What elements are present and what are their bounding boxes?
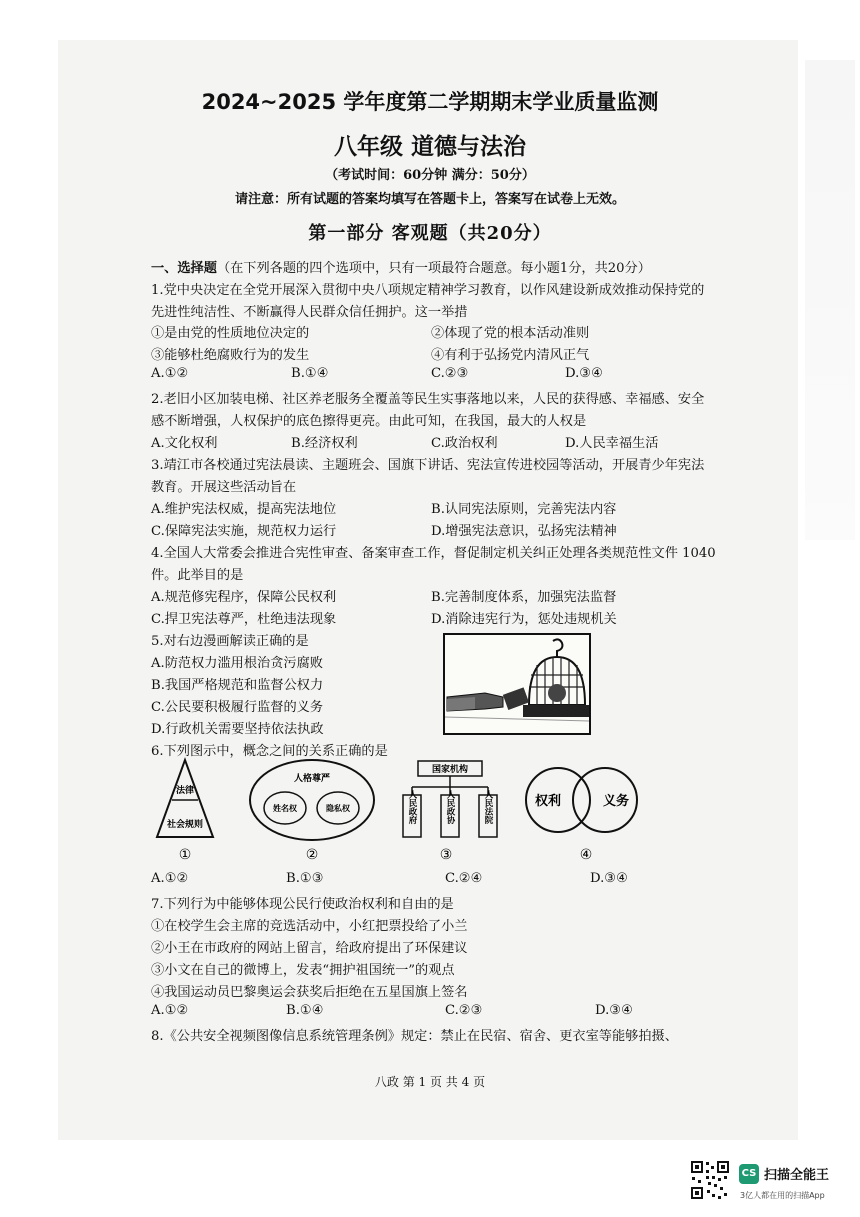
- diagram-3-top-label: 国家机构: [431, 765, 469, 775]
- q2-option-b: B.经济权利: [291, 436, 358, 451]
- q3-option-c: C.保障宪法实施，规范权力运行: [151, 524, 337, 539]
- diagram-3-box-3: 人民法院: [483, 790, 493, 824]
- q7-statement-3: ③小文在自己的微博上，发表“拥护祖国统一”的观点: [151, 963, 455, 978]
- diagram-2-ellipse: [250, 760, 374, 863]
- q2-option-a: A.文化权利: [151, 436, 218, 451]
- q8-stem-line1: 8.《公共安全视频图像信息系统管理条例》规定：禁止在民宿、宿舍、更衣室等能够拍摄、: [151, 1029, 678, 1044]
- diagram-4-left-label: 权利: [534, 794, 562, 809]
- camscanner-logo-icon: CS: [739, 1164, 759, 1184]
- q1-stem-line1: 1.党中央决定在全党开展深入贯彻中央八项规定精神学习教育，以作风建设新成效推动保持党的: [151, 283, 705, 298]
- q5-option-a: A.防范权力滥用根治贪污腐败: [151, 656, 323, 671]
- q1-option-d: D.③④: [565, 366, 603, 381]
- q2-option-c: C.政治权利: [431, 436, 498, 451]
- q7-statement-2: ②小王在市政府的网站上留言，给政府提出了环保建议: [151, 941, 468, 956]
- q6-option-d: D.③④: [590, 871, 628, 886]
- diagram-1-triangle: [157, 760, 213, 863]
- q5-option-c: C.公民要积极履行监督的义务: [151, 700, 324, 715]
- diagram-4-right-label: 义务: [602, 794, 630, 809]
- q6-option-b: B.①③: [286, 871, 324, 886]
- q2-stem-line1: 2.老旧小区加装电梯、社区养老服务全覆盖等民生实事落地以来，人民的获得感、幸福感、安全: [151, 392, 705, 407]
- qr-code-icon: [690, 1160, 730, 1200]
- q4-stem-line2: 件。此举目的是: [151, 568, 244, 583]
- q7-option-c: C.②③: [445, 1003, 483, 1018]
- diagram-1-number: ①: [178, 847, 192, 863]
- diagram-1-top-label: 法律: [175, 786, 195, 796]
- q7-option-b: B.①④: [286, 1003, 324, 1018]
- q3-stem-line2: 教育。开展这些活动旨在: [151, 480, 297, 495]
- page-footer: 八政 第 1 页 共 4 页: [374, 1075, 486, 1089]
- q4-option-c: C.捍卫宪法尊严，杜绝违法现象: [151, 612, 337, 627]
- q6-stem: 6.下列图示中，概念之间的关系正确的是: [151, 744, 388, 759]
- exam-subject: 八年级 道德与法治: [333, 134, 526, 160]
- diagram-3-number: ③: [439, 847, 453, 863]
- caged-power-cartoon: [445, 635, 589, 733]
- q4-option-b: B.完善制度体系，加强宪法监督: [431, 590, 617, 605]
- cartoon-image: [443, 633, 591, 735]
- q6-option-a: A.①②: [151, 871, 189, 886]
- q3-option-b: B.认同宪法原则，完善宪法内容: [431, 502, 617, 517]
- diagram-4-number: ④: [579, 847, 593, 863]
- watermark-tagline: 3亿人都在用的扫描App: [740, 1191, 825, 1200]
- q3-option-a: A.维护宪法权威，提高宪法地位: [151, 502, 337, 517]
- q3-option-d: D.增强宪法意识，弘扬宪法精神: [431, 524, 617, 539]
- q1-option-a: A.①②: [151, 366, 189, 381]
- diagram-3-box-2: 人民政协: [445, 790, 455, 824]
- diagram-4-venn: [526, 768, 637, 863]
- q5-stem: 5.对右边漫画解读正确的是: [151, 634, 309, 649]
- diagram-2-outer-label: 人格尊严: [293, 774, 331, 784]
- exam-time-info: （考试时间：60分钟 满分：50分）: [325, 168, 535, 183]
- q6-option-c: C.②④: [445, 871, 483, 886]
- q1-statement-4: ④有利于弘扬党内清风正气: [431, 348, 590, 363]
- diagram-3-tree: [403, 761, 497, 863]
- q2-option-d: D.人民幸福生活: [565, 436, 659, 451]
- diagram-2-left-label: 姓名权: [273, 804, 297, 813]
- diagram-2-right-label: 隐私权: [326, 804, 350, 813]
- q7-statement-1: ①在校学生会主席的竞选活动中，小红把票投给了小兰: [151, 919, 468, 934]
- q7-stem: 7.下列行为中能够体现公民行使政治权利和自由的是: [151, 897, 454, 912]
- section-title: 第一部分 客观题（共20分）: [308, 223, 552, 244]
- q4-stem-line1: 4.全国人大常委会推进合宪性审查、备案审查工作，督促制定机关纠正处理各类规范性文件 1040: [151, 546, 716, 561]
- diagram-1-bottom-label: 社会规则: [166, 820, 204, 830]
- diagram-3-box-1: 人民政府: [407, 790, 417, 824]
- exam-notice: 请注意：所有试题的答案均填写在答题卡上，答案写在试卷上无效。: [234, 192, 625, 207]
- q5-option-b: B.我国严格规范和监督公权力: [151, 678, 324, 693]
- q4-option-d: D.消除违宪行为，惩处违规机关: [431, 612, 617, 627]
- part-heading-rest: （在下列各题的四个选项中，只有一项最符合题意。每小题1分，共20分）: [216, 261, 651, 276]
- q7-option-a: A.①②: [151, 1003, 189, 1018]
- part-heading: [151, 257, 651, 276]
- watermark-brand: 扫描全能王: [764, 1168, 830, 1183]
- q1-statement-2: ②体现了党的根本活动准则: [431, 326, 590, 341]
- q1-statement-1: ①是由党的性质地位决定的: [151, 326, 310, 341]
- q5-option-d: D.行政机关需要坚持依法执政: [151, 722, 324, 737]
- q1-stem-line2: 先进性纯洁性、不断赢得人民群众信任拥护。这一举措: [151, 305, 468, 320]
- diagram-2-number: ②: [305, 847, 319, 863]
- q1-statement-3: ③能够杜绝腐败行为的发生: [151, 348, 310, 363]
- exam-title: 2024~2025 学年度第二学期期末学业质量监测: [201, 90, 659, 114]
- q3-stem-line1: 3.靖江市各校通过宪法晨读、主题班会、国旗下讲话、宪法宣传进校园等活动，开展青少年宪法: [151, 458, 705, 473]
- part-heading-bold: 一、选择题: [151, 261, 217, 276]
- q4-option-a: A.规范修宪程序，保障公民权利: [151, 590, 337, 605]
- q6-diagrams: [150, 755, 750, 867]
- q7-option-d: D.③④: [595, 1003, 633, 1018]
- q2-stem-line2: 感不断增强，人权保护的底色擦得更亮。由此可知，在我国，最大的人权是: [151, 414, 587, 429]
- q1-option-b: B.①④: [291, 366, 329, 381]
- q7-statement-4: ④我国运动员巴黎奥运会获奖后拒绝在五星国旗上签名: [151, 985, 468, 1000]
- q1-option-c: C.②③: [431, 366, 469, 381]
